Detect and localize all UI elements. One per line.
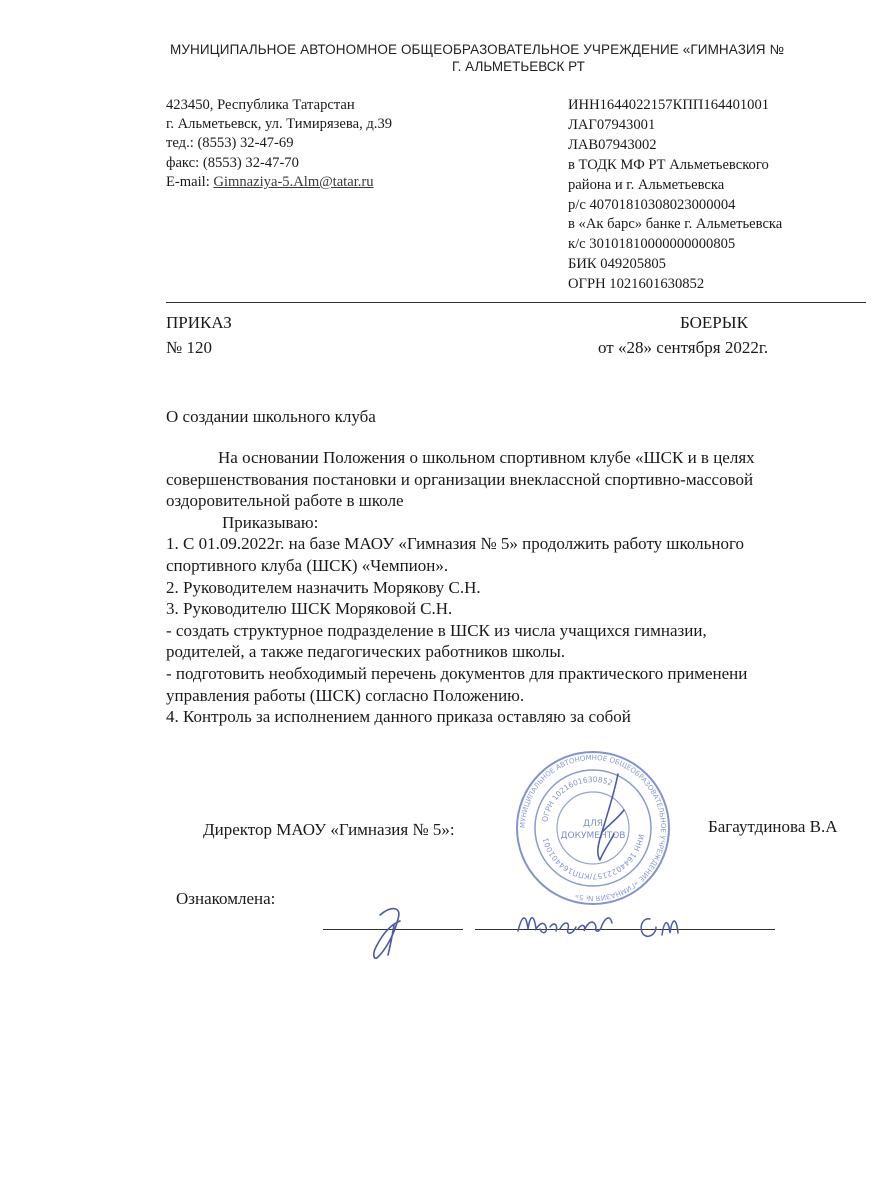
org-name-line2: Г. АЛЬМЕТЬЕВСК РТ — [452, 59, 585, 74]
stamp-center-line1: ДЛЯ — [582, 819, 604, 829]
item3a-line2: родителей, а также педагогических работников школы. — [166, 642, 566, 662]
email-label: E-mail: — [166, 173, 214, 190]
lag: ЛАГ07943001 — [568, 116, 656, 133]
email-row — [166, 173, 392, 192]
stamp-ring-text: МУНИЦИПАЛЬНОЕ АВТОНОМНОЕ ОБЩЕОБРАЗОВАТЕЛЬНОЕ УЧРЕЖДЕНИЕ «ГИМНАЗИЯ № 5» — [518, 753, 668, 903]
address-line2: г. Альметьевск, ул. Тимирязева, д.39 — [166, 116, 393, 133]
lav: ЛАВ07943002 — [568, 136, 657, 153]
address-block — [166, 96, 392, 192]
item3b-line2: управления работы (ШСК) согласно Положению. — [166, 685, 525, 705]
director-signature — [580, 770, 640, 870]
signer-name: Багаутдинова В.А — [708, 817, 838, 836]
acknowledgement-signature — [350, 885, 710, 965]
ogrn: ОГРН 1021601630852 — [568, 276, 705, 293]
item1-line1: 1. С 01.09.2022г. на базе МАОУ «Гимназия № 5» продолжить работу школьного — [166, 534, 745, 554]
item3b-line1: - подготовить необходимый перечень документов для практического применени — [166, 663, 748, 683]
acknowledged-label: Ознакомлена: — [176, 889, 276, 908]
email-link[interactable]: Gimnaziya-5.Alm@tatar.ru — [213, 173, 374, 190]
item3a-line1: - создать структурное подразделение в ШСК из числа учащихся гимназии, — [166, 620, 707, 640]
item4: 4. Контроль за исполнением данного приказа оставляю за собой — [166, 707, 631, 727]
phone: тед.: (8553) 32-47-69 — [166, 135, 294, 152]
address-line1: 423450, Республика Татарстан — [166, 97, 355, 113]
order-number: № 120 — [166, 338, 212, 357]
requisites-block — [568, 96, 782, 295]
inn-kpp: ИНН1644022157КПП164401001 — [568, 97, 770, 113]
order-date: от «28» сентября 2022г. — [598, 338, 769, 357]
order-title: ПРИКАЗ — [166, 313, 232, 332]
signer-position: Директор МАОУ «Гимназия № 5»: — [203, 820, 455, 839]
order-title-tatar: БОЕРЫК — [680, 313, 748, 332]
order-subject: О создании школьного клуба — [166, 407, 376, 426]
bik: БИК 049205805 — [568, 256, 666, 273]
body-p1-line1: На основании Положения о школьном спортивном клубе «ШСК и в целях — [218, 448, 755, 467]
treasury-line1: в ТОДК МФ РТ Альметьевского — [568, 156, 769, 173]
stamp-center-line2: ДОКУМЕНТОВ — [560, 831, 626, 841]
correspondent-account: к/с 30101810000000000805 — [568, 236, 736, 253]
body-p1-line3: оздоровительной работе в школе — [166, 491, 404, 511]
stamp-ogrn-text: ОГРН 1021601630852 — [540, 774, 614, 823]
treasury-line2: района и г. Альметьевска — [568, 176, 725, 193]
org-name-line1: МУНИЦИПАЛЬНОЕ АВТОНОМНОЕ ОБЩЕОБРАЗОВАТЕЛЬНОЕ УЧРЕЖДЕНИЕ «ГИМНАЗИЯ № — [170, 42, 785, 57]
body-p1-line2: совершенствования постановки и организации внеклассной спортивно-массовой — [166, 469, 754, 489]
item1-line2: спортивного клуба (ШСК) «Чемпион». — [166, 555, 449, 575]
bank: в «Ак барс» банке г. Альметьевска — [568, 216, 783, 233]
item2: 2. Руководителем назначить Морякову С.Н. — [166, 577, 481, 597]
settlement-account: р/с 40701810308023000004 — [568, 196, 736, 213]
order-body — [166, 447, 755, 728]
fax: факс: (8553) 32-47-70 — [166, 154, 299, 171]
header-divider — [166, 302, 866, 303]
item3: 3. Руководителю ШСК Моряковой С.Н. — [166, 599, 453, 619]
body-orders: Приказываю: — [222, 512, 319, 532]
stamp-inn-text: ИНН 1644022157/КПП164401001 — [541, 833, 646, 882]
